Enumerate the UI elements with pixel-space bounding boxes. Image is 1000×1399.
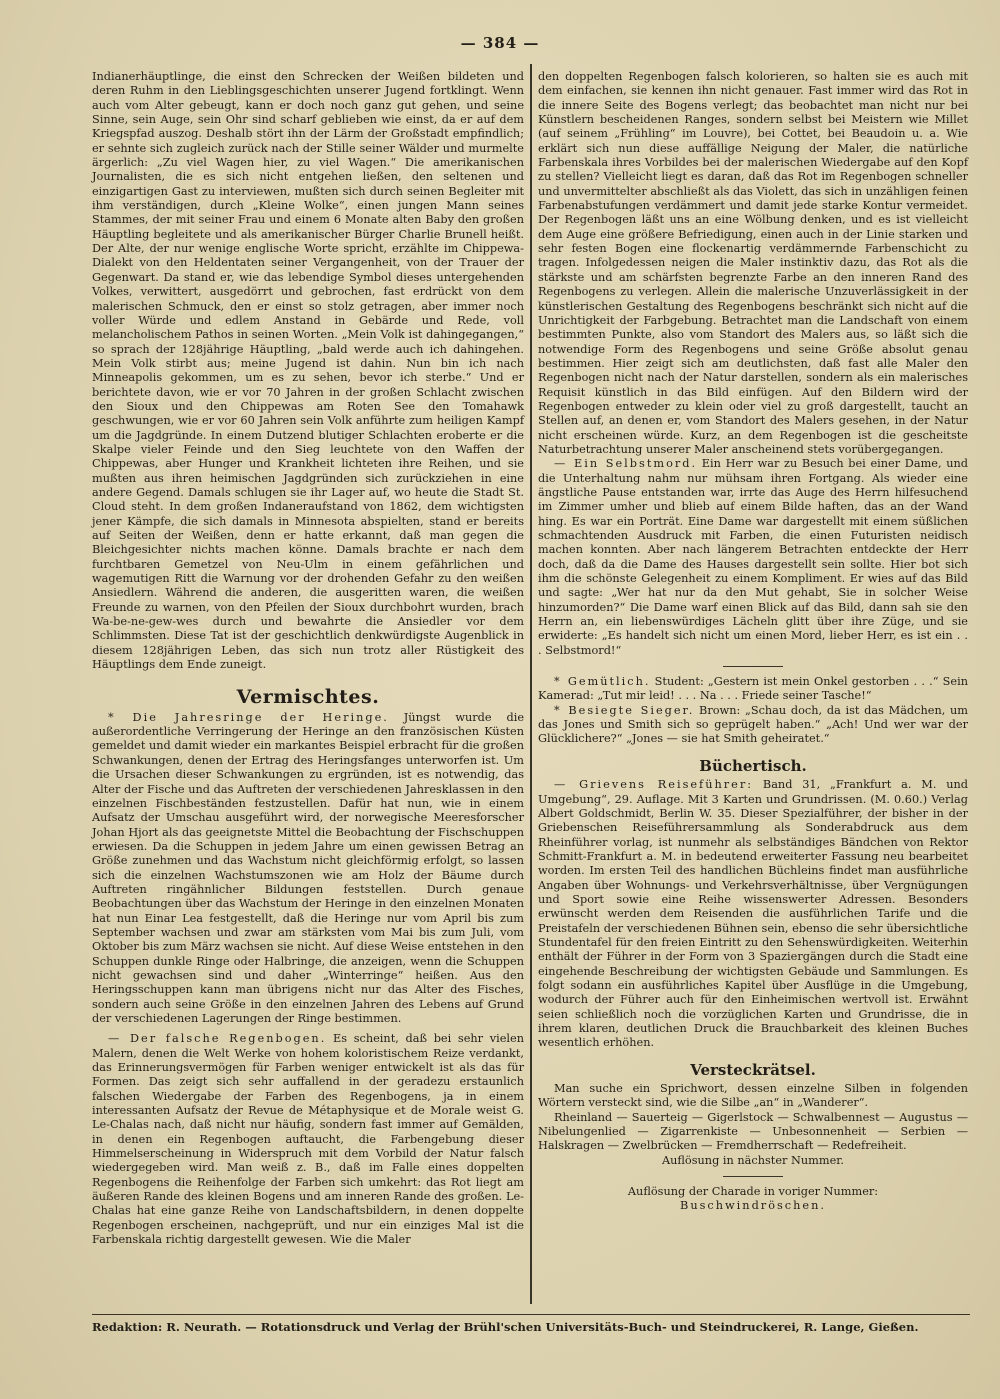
separator-line xyxy=(723,666,783,667)
joke-gemuetlich-text: Student: „Gestern ist mein Onkel gestorben . . .“ Sein Kamerad: „Tut mir leid! . . . Na . . . Friede seiner Tasche!“ xyxy=(538,675,968,703)
chief-article-text: Indianerhäuptlinge, die einst den Schrecken der Weißen bildeten und deren Ruhm in den Lieblingsgeschichten unserer Jugend fortklingt. Wenn auch vom Alter gebeugt, kann er doch noch ganz gut gehen, und seine Sinne, sein Auge, sein Ohr sind scharf geblieben wie einst, da er auf dem Kriegspfad auszog. Deshalb stört ihn der Lärm der Großstadt empfindlich; er sehnte sich zugleich zurück nach der Stille seiner Wälder und murmelte ärgerlich: „Zu viel Wagen hier, zu viel Wagen.“ Die amerikanischen Journalisten, die es sich nicht entgehen ließen, den seltenen und einzigartigen Gast zu interviewen, mußten sich durch seinen Begleiter mit ihm verständigen, durch „Kleine Wolke“, einen jungen Mann seines Stammes, der mit seiner Frau und einem 6 Monate alten Baby den großen Häuptling begleitete und als amerikanischer Bürger Charlie Brunell heißt. Der Alte, der nur wenige englische Worte spricht, erzählte im Chippewa-Dialekt von den Heldentaten seiner Vergangenheit, von der Trauer der Gegenwart. Da stand er, wie das lebendige Symbol dieses untergehenden Volkes, verwittert, ausgedörrt und gebrochen, fast erdrückt von dem malerischen Schmuck, den er einst so stolz getragen, aber immer noch voller Würde und edlem Anstand in Gebärde und Rede, voll melancholischem Pathos in seinen Worten. „Mein Volk ist dahingegangen,“ so sprach der 128jährige Häuptling, „bald werde auch ich dahingehen. Mein Volk stirbt aus; meine Jugend ist dahin. Nun bin ich nach Minneapolis gekommen, um es zu sehen, bevor ich sterbe.“ Und er berichtete davon, wie er vor 70 Jahren in der großen Schlacht zwischen den Sioux und den Chippewas am Roten See den Tomahawk geschwungen, wie er vor 60 Jahren sein Volk anführte zum heiligen Kampf um die Jagdgründe. In einem Dutzend blutiger Schlachten eroberte er die Skalpe vieler Feinde und den Sieg leuchtete von den Waffen der Chippewas, aber Hunger und Krankheit lichteten ihre Reihen, und sie mußten aus ihren heimischen Jagdgründen sich zurückziehen in eine andere Gegend. Damals schlugen sie ihr Lager auf, wo heute die Stadt St. Cloud steht. In dem großen Indaneraufstand von 1862, dem wichtigsten jener Kämpfe, die sich damals in Minnesota abspielten, stand er bereits auf Seiten der Weißen, denn er hatte erkannt, daß man gegen die Bleichgesichter nichts machen könne. Damals brachte er nach dem furchtbaren Gemetzel von Neu-Ulm in einem gefährlichen und wagemutigen Ritt die Warnung vor der drohenden Gefahr zu den weißen Ansiedlern. Während die anderen, die ausgeritten waren, die weißen Freunde zu warnen, von den Pfeilen der Sioux durchbohrt wurden, brach Wa-be-ne-gew-wes durch und bewahrte die Ansiedler vor dem Schlimmsten. Diese Tat ist der geschichtlich denkwürdigste Augenblick in diesem 128jährigen Leben, das sich nun trotz aller Rüstigkeit des Häuptlings dem Ende zuneigt. xyxy=(92,70,524,672)
book-review-text: Band 31, „Frankfurt a. M. und Umgebung“, 29. Auflage. Mit 3 Karten und Grundrissen. (M. 0.60.) Verlag Albert Goldschmidt, Berlin W. 35. Dieser Spezialführer, der bisher in der Griebenschen Reiseführersammlung als Sonderabdruck aus dem Rheinführer vorlag, ist nunmehr als selbständiges Bändchen von Rektor Schmitt-Frankfurt a. M. in bedeutend erweiterter Fassung neu bearbeitet worden. Im ersten Teil des handlichen Büchleins findet man ausführliche Angaben über Wohnungs- und Verkehrsverhältnisse, über Vergnügungen und Sport sowie eine Reihe wissenswerter Adressen. Besonders erwünscht werden dem Reisenden die ausführlichen Tarife und die Preistafeln der verschiedenen Bühnen sein, ebenso die sehr übersichtliche Stundentafel für den freien Eintritt zu den Sehenswürdigkeiten. Weiterhin enthält der Führer in der Form von 3 Spaziergängen durch die Stadt eine eingehende Beschreibung der wichtigsten Gebäude und Sammlungen. Es folgt sodann ein ausführliches Kapitel über Ausflüge in die Umgebung, wodurch der Führer auch für den Einheimischen wertvoll ist. Erwähnt seien schließlich noch die vorzüglichen Karten und Grundrisse, die in ihrem klaren, deutlichen Druck die Brauchbarkeit des kleinen Buches wesentlich erhöhen. xyxy=(538,778,969,1050)
rainbow-article xyxy=(92,1032,524,1247)
herring-article-text: Jüngst wurde die außerordentliche Verringerung der Heringe an den französischen Küsten gemeldet und damit wieder ein markantes Beispiel erbracht für die großen Schwankungen, denen der Ertrag des Heringsfanges unterworfen ist. Um die Ursachen dieser Schwankungen zu ergründen, ist es notwendig, das Alter der Fische und das Auftreten der verschiedenen Jahresklassen in den einzelnen Fischbeständen festzustellen. Dafür hat nun, wie in einem Aufsatz der Umschau ausgeführt wird, der norwegische Meeresforscher Johan Hjort als das geeignetste Mittel die Beobachtung der Fischschuppen erwiesen. Da die Schuppen in jedem Jahre um einen gewissen Betrag an Größe zunehmen und das Wachstum nicht gleichförmig erfolgt, so lassen sich die einzelnen Wachstumszonen wie am Holz der Bäume durch Auftreten ringähnlicher Bildungen feststellen. Durch genaue Beobachtungen über das Wachstum der Heringe in den einzelnen Monaten hat nun Einar Lea festgestellt, daß die Heringe nur vom April bis zum September wachsen und zwar am stärksten vom Mai bis zum Juli, vom Oktober bis zum März wachsen sie nicht. Auf diese Weise entstehen in den Schuppen dunkle Ringe oder Halbringe, die anzeigen, wenn die Schuppen nicht gewachsen sind und daher „Winterringe“ heißen. Aus den Heringsschuppen kann man übrigens nicht nur das Alter des Fisches, sondern auch seine Größe in den einzelnen Jahren des Lebens auf Grund der verschiedenen Lagerungen der Ringe bestimmen. xyxy=(92,710,525,1025)
page-number: — 384 — xyxy=(460,34,540,52)
book-review xyxy=(538,778,968,1051)
joke-gemuetlich-title: * Gemütlich. xyxy=(554,675,651,689)
suicide-anecdote xyxy=(538,457,968,658)
puzzle-instructions: Man suche ein Sprichwort, dessen einzelne Silben in folgenden Wörtern versteckt sind, wie die Silbe „an“ in „Wanderer“. xyxy=(538,1082,968,1110)
joke-besiegte-sieger xyxy=(538,704,968,747)
rainbow-article-continued: den doppelten Regenbogen falsch kolorieren, so halten sie es auch mit dem einfachen, sie kennen ihn nicht genauer. Fast immer wird das Rot in die innere Seite des Bogens verlegt; das beobachtet man nicht nur bei Künstlern bescheidenen Ranges, sondern selbst bei Meistern wie Millet (auf seinem „Frühling“ im Louvre), bei Cottet, bei Beaudoin u. a. Wie erklärt sich nun diese auffällige Neigung der Maler, die natürliche Farbenskala ihres Vorbildes bei der malerischen Wiedergabe auf den Kopf zu stellen? Vielleicht liegt es daran, daß das Rot im Regenbogen schneller und unvermittelter abschließt als das Violett, das sich in unzähligen feinen Farbenabstufungen verdämmert und damit jede starke Kontur vermeidet. Der Regenbogen läßt uns an eine Wölbung denken, und es ist vielleicht dem Auge eine größere Befriedigung, einen auch in der Linie starken und sehr festen Bogen eine flockenartig verdämmernde Farbenschicht zu tragen. Infolgedessen neigen die Maler instinktiv dazu, das Rot als die stärkste und am schärfsten begrenzte Farbe an den inneren Rand des Regenbogens zu verlegen. Allein die malerische Unzuverlässigkeit in der künstlerischen Gestaltung des Regenbogens beschränkt sich nicht auf die Unrichtigkeit der Farbgebung. Betrachtet man die Landschaft von einem bestimmten Punkte, also vom Standort des Malers aus, so läßt sich die notwendige Form des Regenbogens und seine Größe absolut genau bestimmen. Hier zeigt sich am deutlichsten, daß fast alle Maler den Regenbogen nicht nach der Natur darstellen, sondern als ein malerisches Requisit künstlich in das Bild einfügen. Auf den Bildern wird der Regenbogen entweder zu klein oder viel zu groß dargestellt, taucht an Stellen auf, an denen er, vom Standort des Malers gesehen, in der Natur nicht erscheinen würde. Kurz, an dem Regenbogen ist die gescheitste Naturbetrachtung unserer Maler anscheinend stets vorübergegangen. xyxy=(538,70,968,456)
imprint-footer: Redaktion: R. Neurath. — Rotationsdruck und Verlag der Brühl'schen Universitäts-Buch- und Steindruckerei, R. Lange, Gießen. xyxy=(92,1320,919,1334)
puzzle-solution-note: Auflösung in nächster Nummer. xyxy=(661,1153,845,1167)
column-divider xyxy=(530,64,532,1304)
joke-gemuetlich xyxy=(538,675,968,704)
suicide-anecdote-text: Ein Herr war zu Besuch bei einer Dame, und die Unterhaltung nahm nur mühsam ihren Fortgang. Als wieder eine ängstliche Pause entstanden war, irrte das Auge des Herrn hilfesuchend im Zimmer umher und blieb auf einem Bilde haften, das an der Wand hing. Es war ein Porträt. Eine Dame war dargestellt mit einem süßlichen schmachtenden Ausdruck mit Farben, die einen Futuristen neidisch machen konnten. Aber nach längerem Betrachten entdeckte der Herr doch, daß da die Dame des Hauses dargestellt sein sollte. Hier bot sich ihm die schönste Gelegenheit zu einem Kompliment. Er wies auf das Bild und sagte: „Wer hat nur da den Mut gehabt, Sie in solcher Weise hinzumorden?“ Die Dame warf einen Blick auf das Bild, dann sah sie den Herrn an, ein liebenswürdiges Lächeln glitt über ihre Züge, und sie erwiderte: „Es handelt sich nicht um einen Mord, lieber Herr, es ist ein . . . Selbstmord!“ xyxy=(538,457,968,657)
herring-article-title: * Die Jahresringe der Heringe. xyxy=(108,710,389,724)
joke-besiegte-sieger-text: Brown: „Schau doch, da ist das Mädchen, um das Jones und Smith sich so geprügelt haben.“ „Ach! Und wer war der Glücklichere?“ „Jones — sie hat Smith geheiratet.“ xyxy=(538,703,969,746)
footer-rule xyxy=(92,1314,970,1315)
book-review-title: — Grievens Reiseführer: xyxy=(554,778,754,792)
charade-solution: Buschwindröschen. xyxy=(680,1199,826,1213)
right-column xyxy=(538,70,968,1214)
joke-besiegte-sieger-title: * Besiegte Sieger. xyxy=(554,703,695,717)
charade-solution-label: Auflösung der Charade in voriger Nummer: xyxy=(627,1185,879,1199)
rainbow-article-title: — Der falsche Regenbogen. xyxy=(108,1032,327,1046)
section-heading-vermischtes: Vermischtes. xyxy=(236,686,380,709)
section-heading-versteckraetsel: Versteckrätsel. xyxy=(690,1060,816,1079)
rainbow-article-text: Es scheint, daß bei sehr vielen Malern, denen die Welt Werke von hohem koloristischem Reize verdankt, das Erinnerungsvermögen für Farben weniger entwickelt ist als das für Formen. Das zeigt sich sehr auffallend in der geradezu erstaunlich falschen Wiedergabe der Farben des Regenbogens, ja in einem interessanten Aufsatz der Revue de Métaphysique et de Morale weist G. Le-Chalas nach, daß nicht nur häufig, sondern fast immer auf Gemälden, in denen ein Regenbogen auftaucht, die Farbengebung dieser Himmelserscheinung in Widerspruch mit dem Vorbild der Natur falsch wiedergegeben wird. Man weiß z. B., daß im Falle eines doppelten Regenbogens die Reihenfolge der Farben sich umkehrt: das Rot liegt am äußeren Rande des kleinen Bogens und am inneren Rande des großen. Le-Chalas hat eine ganze Reihe von Landschaftsbildern, in denen doppelte Regenbogen erscheinen, nachgeprüft, und nur ein einziges Mal ist die Farbenskala richtig dargestellt gewesen. Wie die Maler xyxy=(92,1032,525,1247)
left-column xyxy=(92,70,524,1248)
separator-line-2 xyxy=(723,1176,783,1177)
herring-article xyxy=(92,711,524,1027)
suicide-anecdote-title: — Ein Selbstmord. xyxy=(554,457,698,471)
puzzle-words: Rheinland — Sauerteig — Gigerlstock — Schwalbennest — Augustus — Nibelungenlied — Zigarrenkiste — Unbesonnenheit — Serbien — Halskragen — Zwelbrücken — Fremdherrschaft — Redefreiheit. xyxy=(538,1110,968,1153)
section-heading-buechertisch: Büchertisch. xyxy=(699,756,807,775)
